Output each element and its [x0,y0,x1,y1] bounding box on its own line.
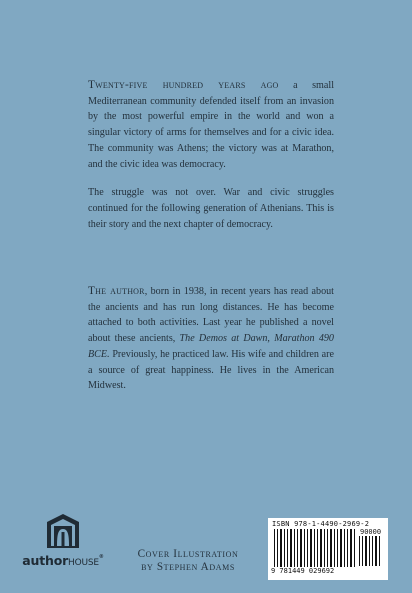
publisher-name [22,553,104,568]
barcode-bar [362,536,363,566]
barcode-bar [310,529,312,567]
book-title: The Demos at Dawn, Marathon 490 BCE. [88,333,334,360]
barcode-bar [365,536,367,566]
barcode-bar [304,529,305,567]
isbn-barcode [268,518,388,580]
isbn-text: ISBN 978-1-4490-2969-2 [272,520,370,528]
author-lead: The author [88,285,145,297]
blurb-paragraph-1 [88,78,334,172]
barcode-bar [287,529,288,567]
barcode-digits: 9 781449 029692 [271,567,335,575]
barcode-bar [274,529,275,567]
barcode-bar [297,529,298,567]
barcode-bar [350,529,352,567]
blurb-paragraph-2: The struggle was not over. War and civic struggles continued for the following generation of Athenians. This is their story and the next chapter of democracy. [88,187,334,230]
blurb-lead: Twenty-five hundred years ago [88,79,279,91]
barcode-bars [274,529,356,567]
publisher-logo [22,512,104,574]
barcode-bar [290,529,292,567]
credit-line-1: Cover Illustration [137,548,239,560]
barcode-bar [354,529,355,567]
barcode-bar [314,529,315,567]
credit-line-2: by Stephen Adams [141,560,235,573]
author-text-2: Previously, he practiced law. His wife and children are a source of great happiness. He lives in the American Midwest. [88,348,334,392]
barcode-bar [340,529,342,567]
barcode-bar [344,529,345,567]
barcode-bar [324,529,325,567]
barcode-bar [359,536,360,566]
registered-mark: ® [98,554,104,560]
barcode-bar [280,529,282,567]
barcode-bar [379,536,380,566]
publisher-name-light: house [68,553,99,568]
barcode-bar [334,529,335,567]
barcode-bar [330,529,332,567]
barcode-bar [284,529,285,567]
price-code: 90000 [360,528,382,536]
blurb-text: a small Mediterranean community defended itself from an invasion by the most powerful empire in the world and won a singular victory of arms for themselves and for a civic idea. The community was Athens; the victory was at Marathon, and the civic idea was democracy. [88,80,334,170]
barcode-bar [317,529,318,567]
barcode-bar [307,529,308,567]
barcode-bar [320,529,322,567]
barcode-bar [372,536,373,566]
barcode-bar [337,529,338,567]
barcode-bar [375,536,377,566]
barcode-bar [369,536,370,566]
barcode-bar [327,529,328,567]
barcode-bar [294,529,295,567]
authorhouse-logo-icon [44,512,82,550]
author-bio [88,284,334,394]
author-text-1: , born in 1938, in recent years has read about the ancients and has run long distances. He has become attached to both activities. Last year he published a novel about these ancients, [88,286,334,345]
barcode-bar [277,529,278,567]
cover-blurb [88,78,334,245]
cover-credit [122,548,254,573]
barcode-bar [300,529,302,567]
publisher-name-bold: author [22,553,69,568]
barcode-bar [347,529,348,567]
price-barcode-bars [359,536,383,566]
